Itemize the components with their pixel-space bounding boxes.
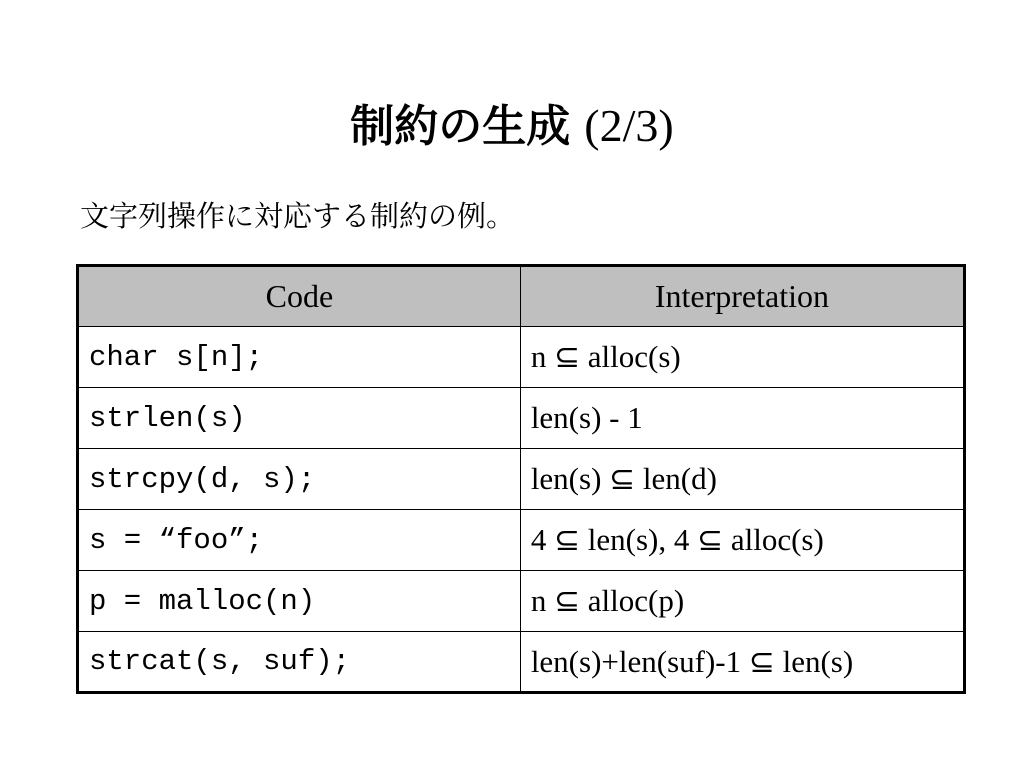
code-cell: char s[n]; [78,327,521,388]
table-row [78,632,965,693]
slide-subtitle: 文字列操作に対応する制約の例。 [80,199,516,233]
table-row [78,449,965,510]
interpretation-cell: len(s) ⊆ len(d) [520,449,964,510]
interpretation-cell: 4 ⊆ len(s), 4 ⊆ alloc(s) [520,510,964,571]
interpretation-cell: len(s)+len(suf)-1 ⊆ len(s) [520,632,964,693]
code-cell: strcpy(d, s); [78,449,521,510]
table-row [78,510,965,571]
table-row [78,388,965,449]
interpretation-cell: n ⊆ alloc(s) [520,327,964,388]
code-cell: p = malloc(n) [78,571,521,632]
table-header-row [78,266,965,327]
slide-title-text: 制約の生成 [350,101,571,152]
code-cell: strcat(s, suf); [78,632,521,693]
constraint-table [76,264,966,694]
slide-title-page-number: (2/3) [584,100,674,151]
table-row [78,571,965,632]
code-cell: s = “foo”; [78,510,521,571]
header-interpretation: Interpretation [520,266,964,327]
slide-title [0,96,1024,157]
header-code: Code [78,266,521,327]
code-cell: strlen(s) [78,388,521,449]
interpretation-cell: len(s) - 1 [520,388,964,449]
interpretation-cell: n ⊆ alloc(p) [520,571,964,632]
table-row [78,327,965,388]
